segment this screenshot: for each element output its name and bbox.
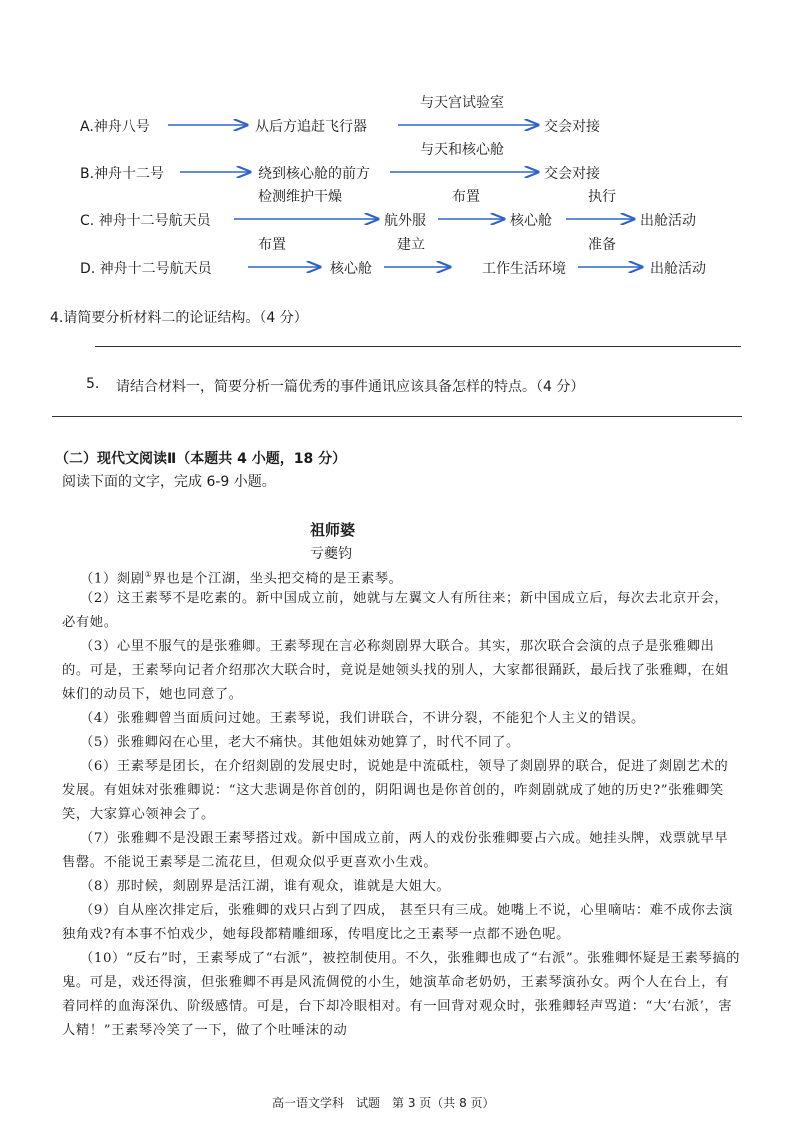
question-5-number: 5.: [86, 376, 100, 392]
option-a-step-2: 交会对接: [544, 119, 600, 135]
option-b-arrow-label-2: 与天和核心舱: [420, 142, 504, 158]
paragraph-8: （8）那时候，剡剧界是活江湖，谁有观众，谁就是大姐大。: [80, 879, 451, 894]
option-b-label: B.神舟十二号: [80, 166, 165, 182]
option-d-arrow-label-3: 准备: [588, 237, 616, 253]
article-title: 祖师婆: [310, 521, 356, 539]
option-arrows: [0, 0, 794, 300]
paragraph-9: （9）自从座次排定后，张雅卿的戏只占到了四成， 甚至只有三成。她嘴上不说，心里嘀咕：难不成你去演独角戏?有本事不怕戏少，她每段都精雕细琢，传唱度比之王素琴一点都不逊色呢。: [62, 903, 734, 942]
option-d-label: D. 神舟十二号航天员: [80, 261, 212, 277]
option-d-arrow-label-2: 建立: [397, 237, 425, 253]
paragraph-3: （3）心里不服气的是张雅卿。王素琴现在言必称剡剧界大联合。其实，那次联合会演的点子是张雅卿出的。可是，王素琴向记者介绍那次大联合时，竟说是她领头找的别人，大家都很踊跃，最后找了张雅卿，在姐妹们的动员下，她也同意了。: [62, 639, 730, 702]
option-d-step-1: 核心舱: [330, 261, 372, 277]
option-c-step-3: 出舱活动: [640, 213, 696, 229]
option-c-arrow-label-3: 执行: [588, 189, 616, 205]
option-a-arrow-label-2: 与天宫试验室: [420, 95, 504, 111]
option-a-label: A.神舟八号: [80, 119, 150, 135]
paragraph-10: （10）“反右”时，王素琴成了“右派”，被控制使用。不久，张雅卿也成了“右派”。张雅卿怀疑是王素琴搞的鬼。可是，戏还得演，但张雅卿不再是风流倜傥的小生，她演革命老奶奶，王素琴演孙女。两个人在台上，有着同样的血海深仇、阶级感情。可是，台下却冷眼相对。有一回背对观众时，张雅卿轻声骂道：“大‘右派’，害人精！”王素琴冷笑了一下，做了个吐唾沫的动: [62, 951, 741, 1038]
option-c-arrow-label-1: 检测维护干燥: [258, 189, 342, 205]
option-b-step-2: 交会对接: [544, 166, 600, 182]
section-heading: （二）现代文阅读Ⅱ（本题共 4 小题，18 分）: [55, 451, 347, 467]
section-instruction: 阅读下面的文字，完成 6-9 小题。: [62, 474, 276, 490]
paragraph-6: （6）王素琴是团长，在介绍剡剧的发展史时，说她是中流砥柱，领导了剡剧界的联合，促进了剡剧艺术的发展。有姐妹对张雅卿说：“这大悲调是你首创的，阴阳调也是你首创的，咋剡剧就成了她的历史?”张雅卿笑笑，大家算心领神会了。: [62, 759, 729, 822]
option-d-arrow-label-1: 布置: [258, 237, 286, 253]
option-c-step-1: 航外服: [384, 213, 426, 229]
option-c-label: C. 神舟十二号航天员: [80, 213, 211, 229]
question-5: 请结合材料一，简要分析一篇优秀的事件通讯应该具备怎样的特点。（4 分）: [116, 379, 585, 395]
paragraph-7: （7）张雅卿不是没跟王素琴搭过戏。新中国成立前，两人的戏份张雅卿要占六成。她挂头牌，戏票就早早售罄。不能说王素琴是二流花旦，但观众似乎更喜欢小生戏。: [62, 831, 729, 870]
option-c-arrow-label-2: 布置: [452, 189, 480, 205]
option-a-step-1: 从后方追赶飞行器: [255, 119, 367, 135]
paragraph-5: （5）张雅卿闷在心里，老大不痛快。其他姐妹劝她算了，时代不同了。: [80, 735, 520, 750]
answer-line-5: [52, 416, 742, 417]
question-4: 4.请简要分析材料二的论证结构。（4 分）: [50, 310, 308, 326]
option-c-step-2: 核心舱: [510, 213, 552, 229]
answer-line-4: [95, 346, 741, 347]
paragraph-2: （2）这王素琴不是吃素的。新中国成立前，她就与左翼文人有所往来；新中国成立后，每次去北京开会，必有她。: [62, 591, 729, 630]
option-b-step-1: 绕到核心舱的前方: [258, 166, 370, 182]
article-author: 亏夔钧: [310, 546, 352, 562]
paragraph-1: （1）剡剧①界也是个江湖，坐头把交椅的是王素琴。: [80, 570, 403, 587]
page-footer: 高一语文学科 试题 第 3 页（共 8 页）: [272, 1096, 495, 1110]
paragraph-4: （4）张雅卿曾当面质问过她。王素琴说，我们讲联合，不讲分裂，不能犯个人主义的错误。: [80, 711, 645, 726]
option-d-step-2: 工作生活环境: [482, 261, 566, 277]
option-d-step-3: 出舱活动: [650, 261, 706, 277]
